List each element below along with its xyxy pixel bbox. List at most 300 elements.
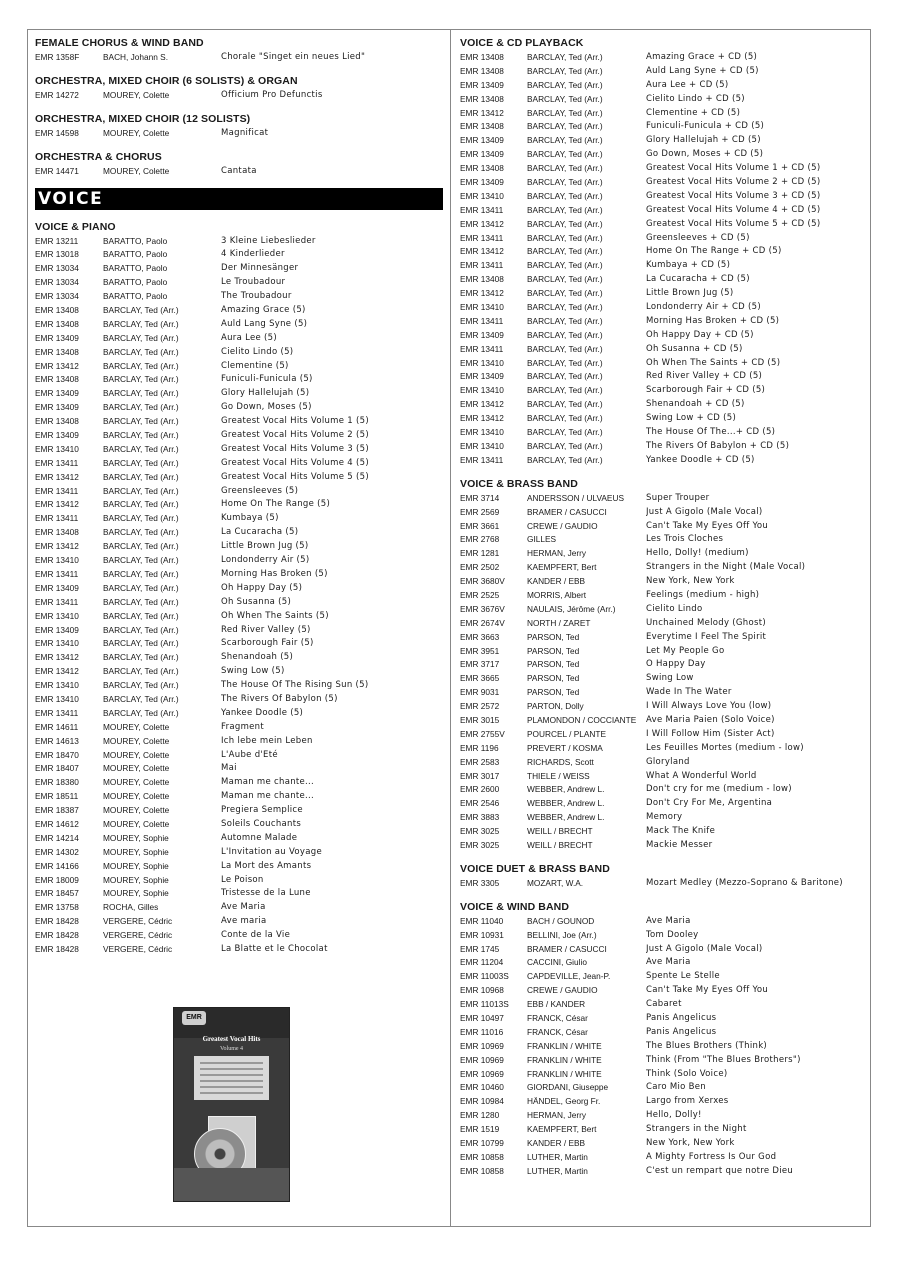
work-title: Soleils Couchants	[221, 818, 302, 829]
catalog-row	[35, 290, 443, 304]
composer: BARATTO, Paolo	[103, 263, 168, 274]
work-title: Ave maria	[221, 916, 267, 927]
catalog-number: EMR 13034	[35, 277, 79, 288]
composer: MOUREY, Sophie	[103, 832, 169, 843]
catalog-row	[460, 1026, 866, 1040]
composer: BARCLAY, Ted (Arr.)	[527, 163, 603, 174]
catalog-row	[460, 1054, 866, 1068]
composer: PARSON, Ted	[527, 631, 580, 642]
catalog-row	[35, 665, 443, 679]
catalog-number: EMR 13409	[460, 177, 504, 188]
work-title: Go Down, Moses (5)	[221, 402, 312, 413]
work-title: Greatest Vocal Hits Volume 3 + CD (5)	[646, 190, 821, 201]
section-heading: ORCHESTRA, MIXED CHOIR (12 SOLISTS)	[35, 112, 251, 125]
catalog-row	[35, 332, 443, 346]
work-title: Oh Susanna + CD (5)	[646, 343, 743, 354]
work-title: Londonderry Air (5)	[221, 555, 310, 566]
composer: BARCLAY, Ted (Arr.)	[527, 79, 603, 90]
catalog-row	[460, 915, 866, 929]
catalog-row	[460, 357, 866, 371]
catalog-number: EMR 1745	[460, 943, 500, 954]
catalog-number: EMR 18407	[35, 763, 79, 774]
catalog-row	[35, 89, 443, 103]
composer: MOUREY, Colette	[103, 165, 170, 176]
catalog-row	[460, 589, 866, 603]
work-title: Mackie Messer	[646, 839, 713, 850]
work-title: Cielito Lindo	[646, 603, 703, 614]
catalog-number: EMR 13412	[460, 218, 504, 229]
catalog-row	[460, 520, 866, 534]
work-title: Spente Le Stelle	[646, 971, 720, 982]
catalog-number: EMR 13409	[460, 135, 504, 146]
composer: BARCLAY, Ted (Arr.)	[103, 305, 179, 316]
catalog-row	[460, 120, 866, 134]
work-title: Ich lebe mein Leben	[221, 735, 313, 746]
left-bottom-sections	[35, 220, 443, 957]
catalog-row	[35, 651, 443, 665]
composer: BARCLAY, Ted (Arr.)	[103, 666, 179, 677]
catalog-row	[460, 301, 866, 315]
catalog-row	[35, 804, 443, 818]
catalog-number: EMR 18470	[35, 749, 79, 760]
voice-banner: VOICE	[35, 188, 443, 210]
work-title: Magnificat	[221, 127, 269, 138]
catalog-row	[35, 762, 443, 776]
work-title: La Blatte et le Chocolat	[221, 943, 328, 954]
composer: BARCLAY, Ted (Arr.)	[527, 288, 603, 299]
work-title: Yankee Doodle + CD (5)	[646, 454, 755, 465]
catalog-number: EMR 10497	[460, 1013, 504, 1023]
composer: PLAMONDON / COCCIANTE	[527, 714, 637, 725]
work-title: Amazing Grace (5)	[221, 305, 306, 316]
catalog-number: EMR 13411	[35, 457, 79, 468]
catalog-row	[35, 901, 443, 915]
catalog-row	[460, 645, 866, 659]
catalog-number: EMR 2502	[460, 562, 500, 573]
composer: BARCLAY, Ted (Arr.)	[527, 149, 603, 160]
composer: BARCLAY, Ted (Arr.)	[527, 274, 603, 285]
composer: NAULAIS, Jérôme (Arr.)	[527, 603, 616, 614]
work-title: O Happy Day	[646, 659, 706, 670]
catalog-number: EMR 3714	[460, 492, 500, 503]
catalog-section	[35, 74, 443, 103]
composer: BARCLAY, Ted (Arr.)	[527, 93, 603, 104]
composer: MOUREY, Colette	[103, 735, 170, 746]
left-top-sections	[35, 36, 443, 179]
work-title: Morning Has Broken + CD (5)	[646, 315, 780, 326]
work-title: I Will Follow Him (Sister Act)	[646, 728, 775, 739]
work-title: The Rivers Of Babylon + CD (5)	[646, 440, 790, 451]
catalog-row	[460, 259, 866, 273]
catalog-number: EMR 10858	[460, 1165, 504, 1176]
catalog-number: EMR 13410	[460, 357, 504, 368]
catalog-row	[460, 998, 866, 1012]
catalog-row	[35, 401, 443, 415]
catalog-row	[460, 956, 866, 970]
catalog-number: EMR 3305	[460, 877, 500, 888]
work-title: Gloryland	[646, 756, 690, 767]
catalog-row	[35, 127, 443, 141]
composer: BARCLAY, Ted (Arr.)	[103, 318, 179, 329]
composer: BARCLAY, Ted (Arr.)	[103, 610, 179, 621]
work-title: Fragment	[221, 721, 264, 732]
work-title: The House Of The...+ CD (5)	[646, 427, 776, 438]
catalog-number: EMR 13411	[35, 596, 79, 607]
work-title: Everytime I Feel The Spirit	[646, 631, 767, 642]
catalog-number: EMR 11013S	[460, 999, 509, 1010]
work-title: Le Troubadour	[221, 277, 286, 288]
section-heading: FEMALE CHORUS & WIND BAND	[35, 37, 204, 49]
catalog-number: EMR 9031	[460, 687, 500, 698]
composer: BARCLAY, Ted (Arr.)	[527, 315, 603, 326]
catalog-number: EMR 13409	[460, 329, 504, 340]
catalog-number: EMR 13412	[460, 246, 504, 257]
catalog-row	[460, 176, 866, 190]
catalog-number: EMR 13412	[35, 499, 79, 510]
composer: BARCLAY, Ted (Arr.)	[527, 343, 603, 354]
work-title: Clementine + CD (5)	[646, 107, 741, 118]
catalog-row	[460, 454, 866, 468]
catalog-row	[35, 554, 443, 568]
work-title: Greatest Vocal Hits Volume 2 + CD (5)	[646, 177, 821, 188]
work-title: A Mighty Fortress Is Our God	[646, 1151, 777, 1162]
composer: BARCLAY, Ted (Arr.)	[103, 527, 179, 538]
composer: BARCLAY, Ted (Arr.)	[527, 329, 603, 340]
composer: BARCLAY, Ted (Arr.)	[527, 232, 603, 243]
work-title: Think (Solo Voice)	[646, 1068, 728, 1079]
catalog-row	[460, 506, 866, 520]
catalog-row	[460, 877, 866, 891]
catalog-number: EMR 2546	[460, 798, 500, 809]
catalog-number: EMR 3663	[460, 631, 500, 642]
catalog-number: EMR 3015	[460, 714, 500, 725]
section-heading: ORCHESTRA, MIXED CHOIR (6 SOLISTS) & ORGAN	[35, 74, 298, 87]
catalog-row	[460, 51, 866, 65]
work-title: Greensleeves (5)	[221, 485, 299, 496]
work-title: Just A Gigolo (Male Vocal)	[646, 506, 763, 517]
catalog-number: EMR 13408	[460, 65, 504, 76]
composer: WEILL / BRECHT	[527, 839, 593, 850]
composer: BARCLAY, Ted (Arr.)	[527, 135, 603, 146]
cover-stage	[174, 1168, 289, 1201]
catalog-row	[460, 245, 866, 259]
catalog-row	[35, 51, 443, 65]
work-title: New York, New York	[646, 1138, 735, 1149]
catalog-number: EMR 13410	[460, 302, 504, 313]
composer: BARCLAY, Ted (Arr.)	[527, 413, 603, 424]
catalog-number: EMR 13409	[35, 388, 79, 399]
catalog-number: EMR 13408	[35, 374, 79, 385]
catalog-row	[460, 398, 866, 412]
catalog-number: EMR 13409	[35, 582, 79, 593]
work-title: Amazing Grace + CD (5)	[646, 52, 758, 62]
catalog-number: EMR 10984	[460, 1096, 504, 1107]
catalog-number: EMR 18511	[35, 791, 79, 802]
catalog-number: EMR 18428	[35, 943, 79, 954]
work-title: Les Feuilles Mortes (medium - low)	[646, 742, 804, 753]
catalog-number: EMR 13410	[460, 427, 504, 438]
catalog-section	[460, 477, 866, 853]
work-title: Scarborough Fair (5)	[221, 638, 314, 649]
composer: MOUREY, Sophie	[103, 888, 169, 899]
composer: BARCLAY, Ted (Arr.)	[527, 65, 603, 76]
composer: PARSON, Ted	[527, 687, 580, 698]
composer: BRAMER / CASUCCI	[527, 506, 607, 517]
work-title: Funiculi-Funicula + CD (5)	[646, 121, 765, 132]
catalog-row	[460, 970, 866, 984]
catalog-row	[35, 262, 443, 276]
work-title: Super Trouper	[646, 492, 710, 503]
composer: BARCLAY, Ted (Arr.)	[103, 707, 179, 718]
catalog-section	[460, 862, 866, 891]
catalog-row	[35, 929, 443, 943]
composer: BARCLAY, Ted (Arr.)	[527, 107, 603, 118]
work-title: Automne Malade	[221, 832, 298, 843]
catalog-number: EMR 1280	[460, 1110, 500, 1121]
catalog-row	[460, 1165, 866, 1179]
work-title: Cantata	[221, 165, 257, 176]
catalog-row	[460, 617, 866, 631]
catalog-row	[35, 943, 443, 957]
catalog-row	[35, 790, 443, 804]
catalog-row	[35, 749, 443, 763]
composer: KAEMPFERT, Bert	[527, 562, 597, 573]
catalog-row	[35, 457, 443, 471]
catalog-number: EMR 13408	[460, 93, 504, 104]
composer: CREWE / GAUDIO	[527, 520, 598, 531]
work-title: Maman me chante...	[221, 791, 315, 802]
catalog-number: EMR 14166	[35, 860, 79, 871]
work-title: Think (From "The Blues Brothers")	[646, 1054, 801, 1065]
catalog-number: EMR 13412	[460, 288, 504, 299]
catalog-row	[460, 714, 866, 728]
catalog-row	[460, 825, 866, 839]
catalog-number: EMR 13410	[35, 693, 79, 704]
composer: BARCLAY, Ted (Arr.)	[103, 443, 179, 454]
work-title: Wade In The Water	[646, 687, 732, 698]
composer: BARCLAY, Ted (Arr.)	[103, 402, 179, 413]
catalog-section	[460, 900, 866, 1179]
catalog-row	[460, 797, 866, 811]
catalog-number: EMR 11040	[460, 915, 504, 926]
composer: BACH, Johann S.	[103, 52, 169, 62]
work-title: Le Poison	[221, 874, 264, 885]
catalog-row	[460, 770, 866, 784]
catalog-number: EMR 13408	[35, 318, 79, 329]
work-title: Largo from Xerxes	[646, 1096, 729, 1107]
catalog-number: EMR 3017	[460, 770, 500, 781]
work-title: The Rivers Of Babylon (5)	[221, 693, 338, 704]
work-title: Home On The Range (5)	[221, 499, 331, 510]
work-title: Home On The Range + CD (5)	[646, 246, 782, 257]
composer: MOUREY, Colette	[103, 749, 170, 760]
catalog-row	[460, 232, 866, 246]
section-heading: VOICE DUET & BRASS BAND	[460, 862, 610, 875]
catalog-row	[460, 384, 866, 398]
catalog-number: EMR 11003S	[460, 971, 509, 982]
composer: BARCLAY, Ted (Arr.)	[527, 357, 603, 368]
work-title: Pregiera Semplice	[221, 805, 303, 816]
catalog-number: EMR 14302	[35, 846, 79, 857]
work-title: Cabaret	[646, 999, 682, 1010]
catalog-row	[460, 742, 866, 756]
catalog-row	[35, 818, 443, 832]
work-title: Glory Hallelujah (5)	[221, 388, 310, 399]
catalog-row	[35, 526, 443, 540]
catalog-row	[35, 248, 443, 262]
work-title: Morning Has Broken (5)	[221, 568, 328, 579]
catalog-number: EMR 13412	[35, 360, 79, 371]
composer: ANDERSSON / ULVAEUS	[527, 492, 624, 503]
catalog-number: EMR 13409	[460, 79, 504, 90]
catalog-row	[460, 1137, 866, 1151]
composer: MOUREY, Colette	[103, 818, 170, 829]
work-title: Yankee Doodle (5)	[221, 707, 304, 718]
composer: BARCLAY, Ted (Arr.)	[103, 430, 179, 441]
catalog-row	[460, 107, 866, 121]
catalog-row	[460, 943, 866, 957]
composer: MOUREY, Colette	[103, 127, 170, 138]
work-title: Swing Low + CD (5)	[646, 413, 737, 424]
composer: BARCLAY, Ted (Arr.)	[527, 190, 603, 201]
catalog-number: EMR 13034	[35, 291, 79, 302]
work-title: Mack The Knife	[646, 826, 716, 837]
catalog-row	[35, 360, 443, 374]
work-title: Greatest Vocal Hits Volume 3 (5)	[221, 443, 369, 454]
composer: BARCLAY, Ted (Arr.)	[103, 624, 179, 635]
catalog-number: EMR 18009	[35, 874, 79, 885]
work-title: Aura Lee (5)	[221, 332, 277, 343]
catalog-row	[35, 637, 443, 651]
column-divider	[450, 29, 451, 1227]
catalog-row	[35, 887, 443, 901]
catalog-row	[460, 65, 866, 79]
work-title: Ave Maria	[221, 902, 266, 913]
catalog-row	[460, 1081, 866, 1095]
work-title: Greatest Vocal Hits Volume 1 (5)	[221, 416, 369, 427]
catalog-number: EMR 13408	[460, 163, 504, 174]
work-title: Greatest Vocal Hits Volume 2 (5)	[221, 430, 369, 441]
work-title: Go Down, Moses + CD (5)	[646, 149, 764, 160]
work-title: Greensleeves + CD (5)	[646, 232, 750, 243]
work-title: Cielito Lindo + CD (5)	[646, 93, 745, 104]
composer: BARATTO, Paolo	[103, 277, 168, 288]
work-title: Can't Take My Eyes Off You	[646, 985, 769, 996]
catalog-number: EMR 13410	[35, 555, 79, 566]
work-title: Oh Happy Day + CD (5)	[646, 329, 754, 340]
catalog-row	[460, 273, 866, 287]
composer: BARATTO, Paolo	[103, 249, 168, 260]
catalog-number: EMR 13411	[35, 485, 79, 496]
work-title: Let My People Go	[646, 645, 725, 656]
composer: MORRIS, Albert	[527, 589, 587, 600]
work-title: Oh Happy Day (5)	[221, 582, 303, 593]
work-title: Kumbaya (5)	[221, 513, 279, 524]
work-title: Don't Cry For Me, Argentina	[646, 798, 773, 809]
composer: PARSON, Ted	[527, 673, 580, 684]
catalog-number: EMR 10969	[460, 1054, 504, 1065]
work-title: Mai	[221, 763, 237, 774]
catalog-row	[35, 429, 443, 443]
composer: BARCLAY, Ted (Arr.)	[103, 346, 179, 357]
composer: BARCLAY, Ted (Arr.)	[527, 371, 603, 382]
catalog-number: EMR 11016	[460, 1026, 504, 1037]
composer: BARCLAY, Ted (Arr.)	[103, 416, 179, 427]
catalog-number: EMR 13410	[35, 610, 79, 621]
work-title: Kumbaya + CD (5)	[646, 260, 731, 271]
catalog-number: EMR 13409	[460, 371, 504, 382]
catalog-number: EMR 13758	[35, 902, 79, 913]
catalog-row	[35, 832, 443, 846]
composer: MOUREY, Colette	[103, 721, 170, 732]
composer: BARCLAY, Ted (Arr.)	[527, 52, 603, 62]
catalog-number: EMR 10968	[460, 985, 504, 996]
catalog-row	[460, 370, 866, 384]
catalog-row	[460, 79, 866, 93]
composer: BARCLAY, Ted (Arr.)	[527, 302, 603, 313]
catalog-number: EMR 13409	[35, 332, 79, 343]
catalog-number: EMR 13412	[35, 652, 79, 663]
composer: BARATTO, Paolo	[103, 235, 168, 246]
work-title: The Blues Brothers (Think)	[646, 1040, 768, 1051]
composer: CREWE / GAUDIO	[527, 985, 598, 996]
publisher-logo: EMR	[182, 1011, 206, 1025]
composer: GIORDANI, Giuseppe	[527, 1082, 609, 1093]
composer: CACCINI, Giulio	[527, 957, 587, 968]
composer: BARCLAY, Ted (Arr.)	[103, 652, 179, 663]
composer: FRANKLIN / WHITE	[527, 1040, 602, 1051]
catalog-row	[460, 1151, 866, 1165]
catalog-row	[35, 582, 443, 596]
work-title: Tom Dooley	[646, 929, 699, 940]
cover-text-panel	[194, 1056, 269, 1100]
composer: KAEMPFERT, Bert	[527, 1124, 597, 1135]
work-title: Greatest Vocal Hits Volume 5 + CD (5)	[646, 218, 821, 229]
catalog-number: EMR 13408	[460, 121, 504, 132]
work-title: Shenandoah (5)	[221, 652, 294, 663]
catalog-number: EMR 3883	[460, 812, 500, 823]
work-title: Conte de la Vie	[221, 930, 291, 941]
catalog-row	[460, 686, 866, 700]
catalog-number: EMR 13408	[35, 527, 79, 538]
catalog-number: EMR 3680V	[460, 576, 505, 587]
catalog-number: EMR 2572	[460, 701, 500, 712]
catalog-row	[35, 679, 443, 693]
catalog-row	[460, 631, 866, 645]
catalog-number: EMR 13411	[460, 260, 504, 271]
composer: BARCLAY, Ted (Arr.)	[527, 218, 603, 229]
catalog-row	[460, 162, 866, 176]
catalog-number: EMR 18387	[35, 805, 79, 816]
composer: BARCLAY, Ted (Arr.)	[103, 541, 179, 552]
composer: FRANKLIN / WHITE	[527, 1054, 602, 1065]
catalog-number: EMR 13408	[35, 305, 79, 316]
catalog-number: EMR 13408	[460, 52, 504, 62]
composer: BARCLAY, Ted (Arr.)	[527, 246, 603, 257]
work-title: Strangers in the Night	[646, 1124, 747, 1135]
catalog-number: EMR 13412	[35, 666, 79, 677]
work-title: Oh When The Saints + CD (5)	[646, 357, 781, 368]
work-title: Glory Hallelujah + CD (5)	[646, 135, 761, 146]
composer: LUTHER, Martin	[527, 1165, 588, 1176]
composer: EBB / KANDER	[527, 999, 586, 1010]
composer: LUTHER, Martin	[527, 1151, 588, 1162]
catalog-row	[460, 728, 866, 742]
catalog-row	[35, 471, 443, 485]
composer: BARCLAY, Ted (Arr.)	[103, 499, 179, 510]
catalog-row	[460, 1095, 866, 1109]
catalog-number: EMR 13410	[460, 190, 504, 201]
